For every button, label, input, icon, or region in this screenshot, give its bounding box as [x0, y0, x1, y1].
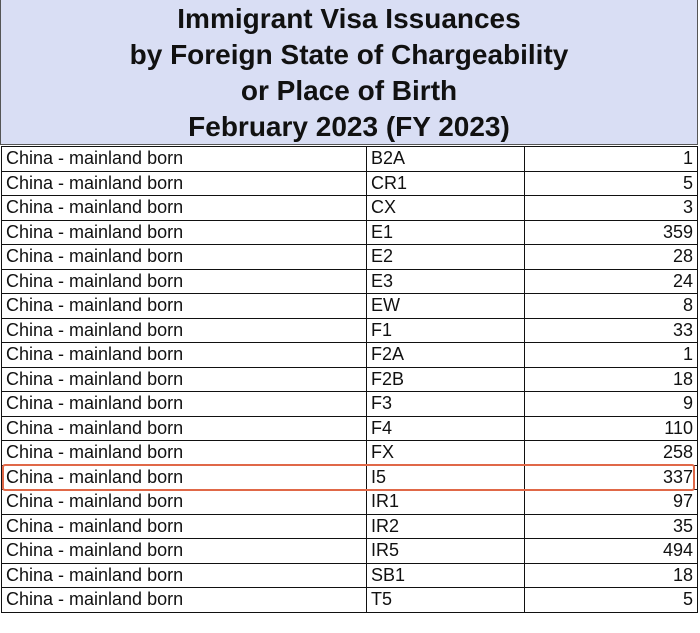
visa-class-cell: F2A: [367, 343, 525, 368]
table-row: [2, 588, 698, 613]
issuance-count-cell: 3: [525, 196, 698, 221]
issuance-count-cell: 18: [525, 563, 698, 588]
issuance-count-cell: 33: [525, 318, 698, 343]
country-cell: China - mainland born: [2, 588, 367, 613]
issuance-count-cell: 28: [525, 245, 698, 270]
country-cell: China - mainland born: [2, 392, 367, 417]
report-title-header: [0, 0, 698, 145]
issuance-count-cell: 5: [525, 588, 698, 613]
title-line-2: by Foreign State of Chargeability: [129, 39, 569, 70]
table-row: [2, 392, 698, 417]
table-row: [2, 171, 698, 196]
visa-class-cell: CX: [367, 196, 525, 221]
country-cell: China - mainland born: [2, 514, 367, 539]
table-row: [2, 539, 698, 564]
country-cell: China - mainland born: [2, 147, 367, 172]
country-cell: China - mainland born: [2, 245, 367, 270]
visa-class-cell: FX: [367, 441, 525, 466]
table-row: [2, 514, 698, 539]
country-cell: China - mainland born: [2, 367, 367, 392]
issuance-count-cell: 35: [525, 514, 698, 539]
visa-class-cell: F3: [367, 392, 525, 417]
table-row: [2, 245, 698, 270]
table-row: [2, 441, 698, 466]
issuance-count-cell: 337: [525, 465, 698, 490]
issuance-count-cell: 1: [525, 147, 698, 172]
issuance-count-cell: 359: [525, 220, 698, 245]
country-cell: China - mainland born: [2, 539, 367, 564]
visa-class-cell: CR1: [367, 171, 525, 196]
issuance-count-cell: 24: [525, 269, 698, 294]
table-row: [2, 318, 698, 343]
issuance-count-cell: 110: [525, 416, 698, 441]
title-line-3: or Place of Birth: [240, 75, 458, 106]
country-cell: China - mainland born: [2, 171, 367, 196]
visa-class-cell: F4: [367, 416, 525, 441]
issuance-count-cell: 1: [525, 343, 698, 368]
issuance-count-cell: 8: [525, 294, 698, 319]
table-row: [2, 220, 698, 245]
table-row: [2, 416, 698, 441]
table-row: [2, 269, 698, 294]
table-row: [2, 196, 698, 221]
country-cell: China - mainland born: [2, 416, 367, 441]
visa-class-cell: T5: [367, 588, 525, 613]
visa-class-cell: EW: [367, 294, 525, 319]
visa-class-cell: IR2: [367, 514, 525, 539]
country-cell: China - mainland born: [2, 294, 367, 319]
table-body: [2, 147, 698, 613]
issuance-count-cell: 5: [525, 171, 698, 196]
visa-issuance-table: [1, 146, 698, 613]
country-cell: China - mainland born: [2, 490, 367, 515]
issuance-count-cell: 494: [525, 539, 698, 564]
issuance-count-cell: 18: [525, 367, 698, 392]
visa-class-cell: F2B: [367, 367, 525, 392]
visa-class-cell: SB1: [367, 563, 525, 588]
table-row: [2, 294, 698, 319]
table-row: [2, 490, 698, 515]
visa-class-cell: E3: [367, 269, 525, 294]
table-row-highlighted: [2, 465, 698, 490]
visa-class-cell: IR1: [367, 490, 525, 515]
table-row: [2, 343, 698, 368]
country-cell: China - mainland born: [2, 220, 367, 245]
country-cell: China - mainland born: [2, 269, 367, 294]
table-row: [2, 147, 698, 172]
table-row: [2, 367, 698, 392]
country-cell: China - mainland born: [2, 343, 367, 368]
visa-class-cell: F1: [367, 318, 525, 343]
country-cell: China - mainland born: [2, 465, 367, 490]
title-line-1: Immigrant Visa Issuances: [177, 3, 521, 34]
table-row: [2, 563, 698, 588]
visa-class-cell: B2A: [367, 147, 525, 172]
country-cell: China - mainland born: [2, 318, 367, 343]
issuance-count-cell: 258: [525, 441, 698, 466]
issuance-count-cell: 97: [525, 490, 698, 515]
title-line-4: February 2023 (FY 2023): [188, 111, 510, 142]
country-cell: China - mainland born: [2, 563, 367, 588]
visa-class-cell: IR5: [367, 539, 525, 564]
issuance-count-cell: 9: [525, 392, 698, 417]
country-cell: China - mainland born: [2, 196, 367, 221]
visa-class-cell: I5: [367, 465, 525, 490]
visa-class-cell: E1: [367, 220, 525, 245]
visa-class-cell: E2: [367, 245, 525, 270]
country-cell: China - mainland born: [2, 441, 367, 466]
